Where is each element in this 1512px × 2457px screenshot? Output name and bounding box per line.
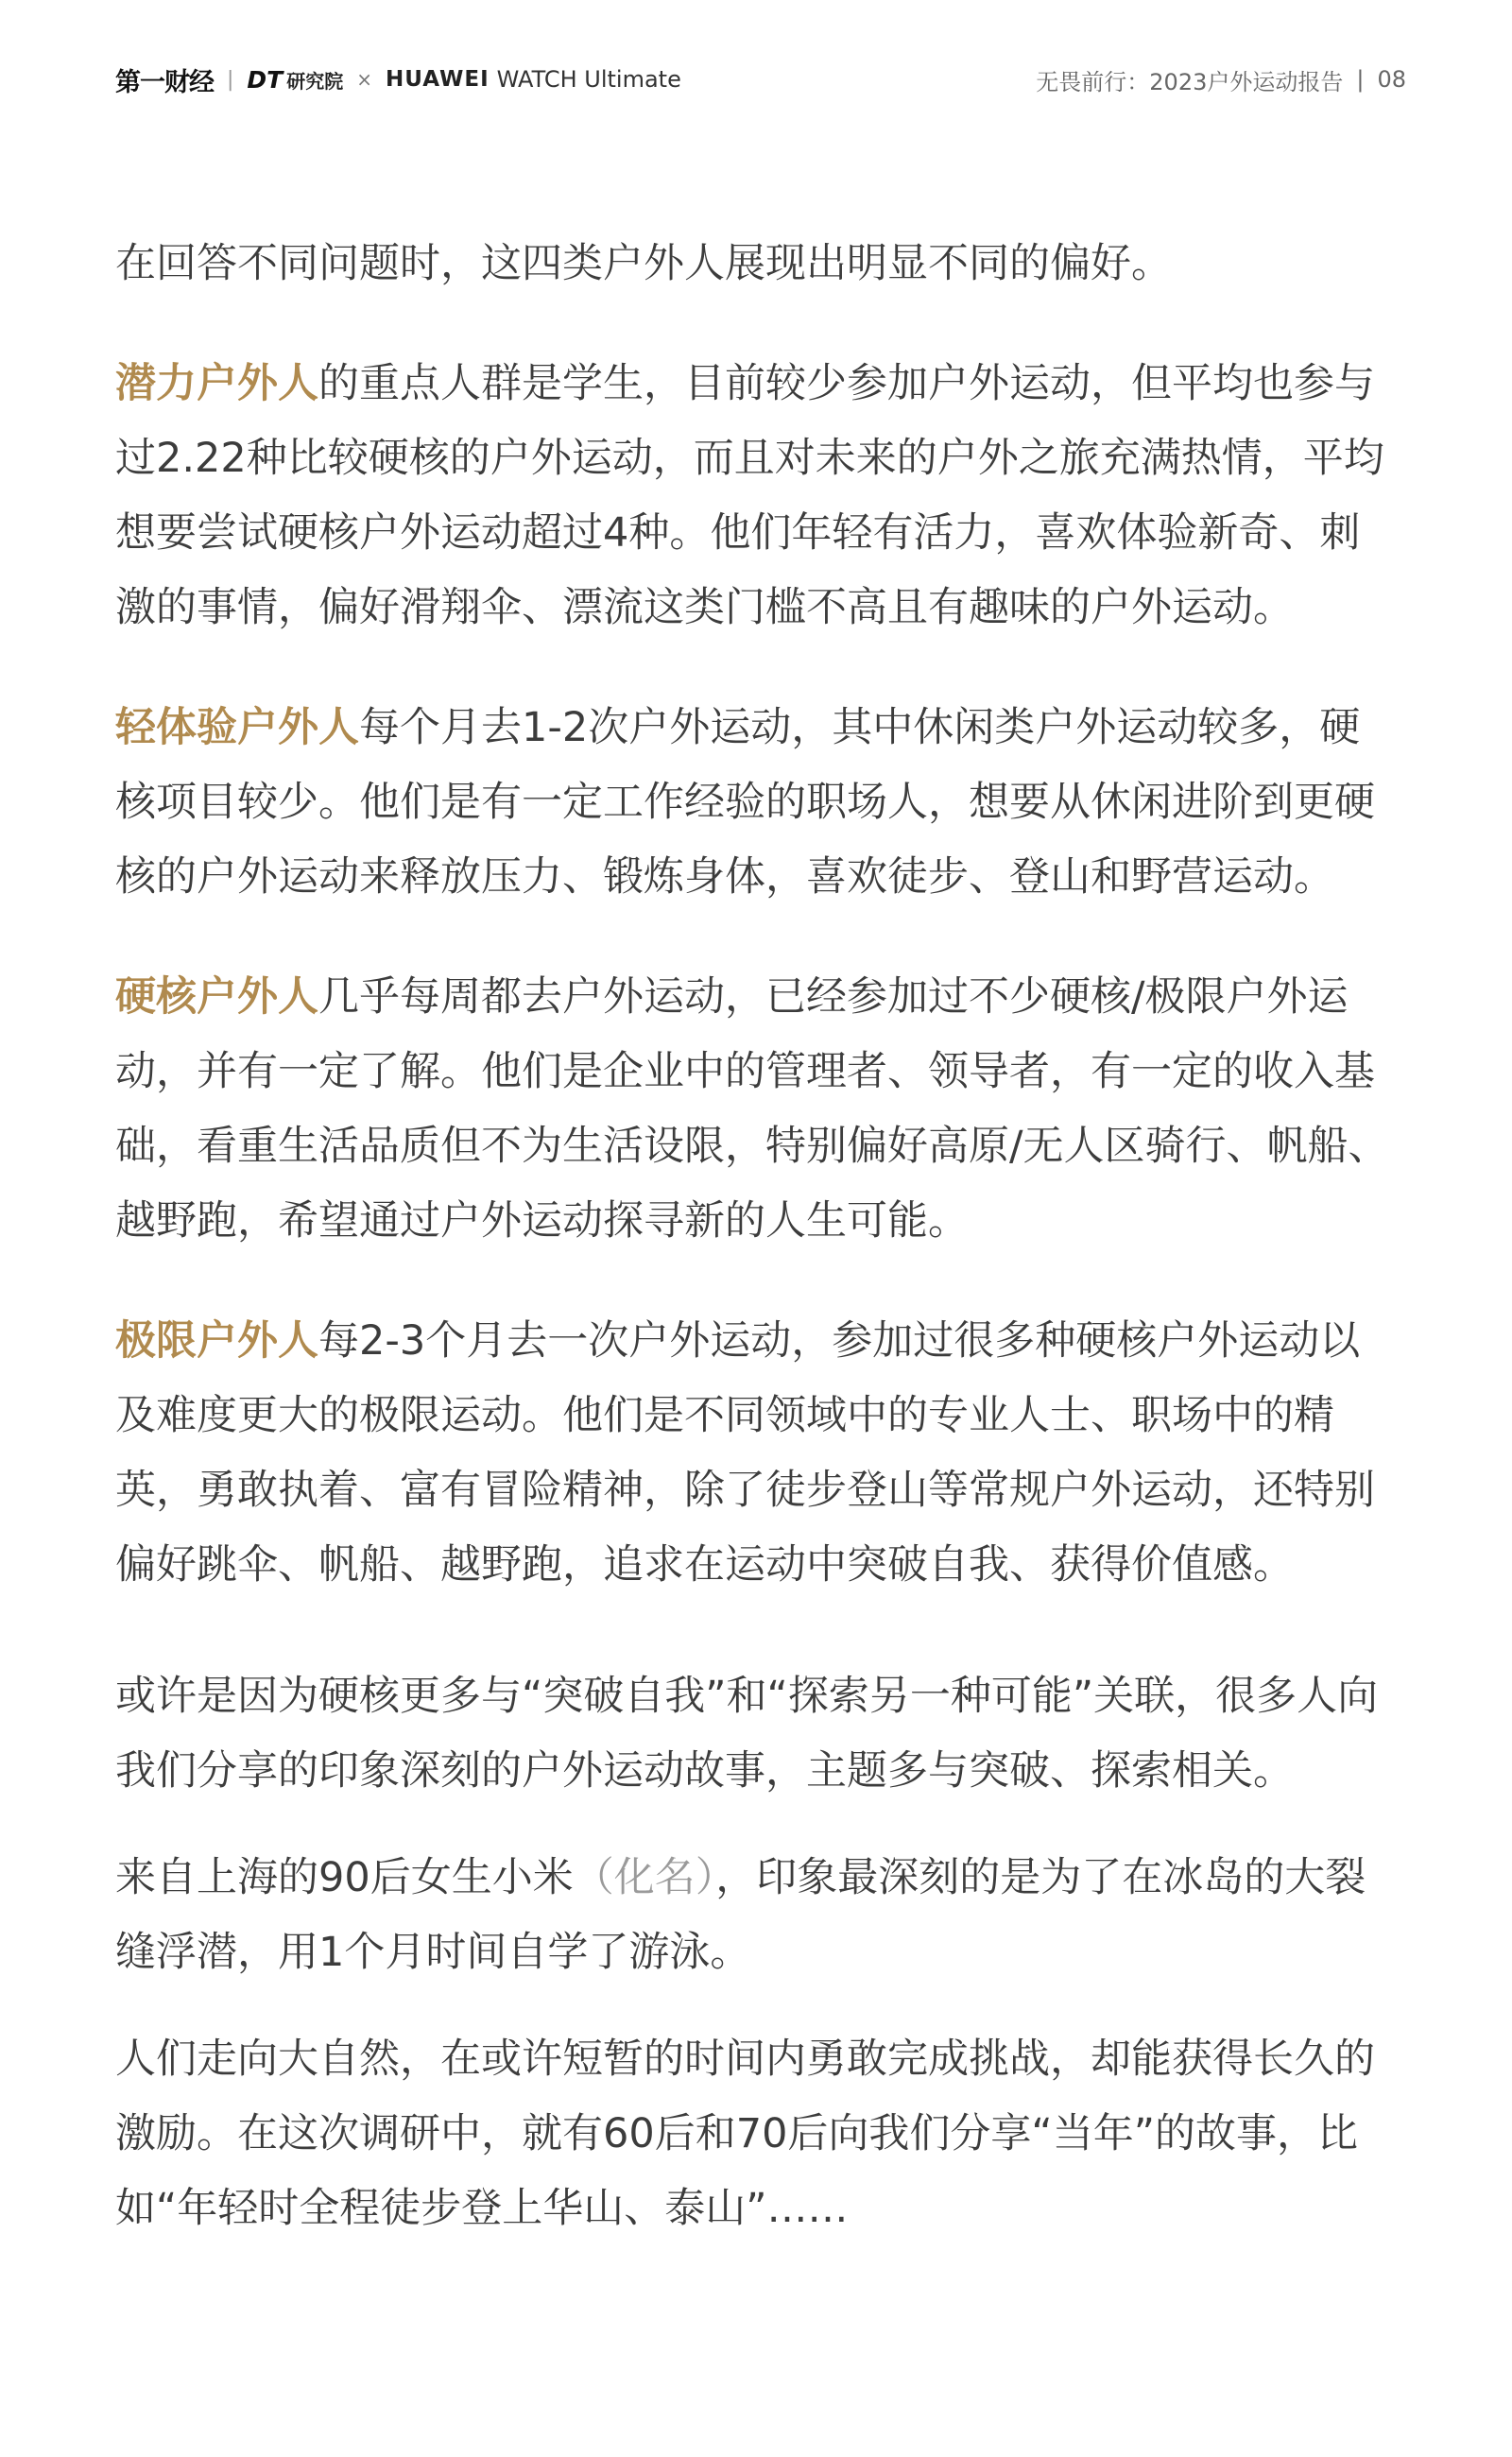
highlight-potential: 潜力户外人 bbox=[115, 360, 318, 407]
paragraph-xiaomi-after: ，印象最深刻的是为了在冰岛的大裂缝浮潜，用1个月时间自学了游泳。 bbox=[115, 1854, 1366, 1976]
yicai-logo: 第一财经 bbox=[115, 67, 214, 97]
header-report-info bbox=[1036, 63, 1406, 96]
paragraph-breakthrough: 或许是因为硬核更多与“突破自我”和“探索另一种可能”关联，很多人向我们分享的印象深刻的户外运动故事，主题多与突破、探索相关。 bbox=[115, 1673, 1379, 1795]
paragraph-extreme-text: 每2-3个月去一次户外运动，参加过很多种硬核户外运动以及难度更大的极限运动。他们是不同领域中的专业人士、职场中的精英，勇敢执着、富有冒险精神，除了徒步登山等常规户外运动，还特别偏好跳伞、帆船、越野跑，追求在运动中突破自我、获得价值感。 bbox=[115, 1317, 1375, 1589]
intro-paragraph: 在回答不同问题时，这四类户外人展现出明显不同的偏好。 bbox=[115, 240, 1172, 287]
dt-logo-subtitle: 研究院 bbox=[286, 69, 344, 93]
huawei-logo: HUAWEI bbox=[386, 67, 490, 92]
logo-divider: | bbox=[227, 67, 234, 92]
page-header bbox=[115, 59, 1406, 100]
article-body bbox=[115, 227, 1400, 2246]
paragraph-nature: 人们走向大自然，在或许短暂的时间内勇敢完成挑战，却能获得长久的激励。在这次调研中，就有60后和70后向我们分享“当年”的故事，比如“年轻时全程徒步登上华山、泰山”…… bbox=[115, 2036, 1375, 2232]
paragraph-xiaomi-before: 来自上海的90后女生小米 bbox=[115, 1854, 574, 1901]
paragraph-xiaomi bbox=[115, 1841, 1400, 1990]
collab-times-icon: × bbox=[356, 68, 372, 91]
highlight-extreme: 极限户外人 bbox=[115, 1317, 318, 1365]
paragraph-light-text: 每个月去1-2次户外运动，其中休闲类户外运动较多，硬核项目较少。他们是有一定工作经验的职场人，想要从休闲进阶到更硬核的户外运动来释放压力、锻炼身体，喜欢徒步、登山和野营运动。 bbox=[115, 704, 1375, 901]
pseudonym-note: （化名） bbox=[573, 1854, 716, 1901]
product-name: WATCH Ultimate bbox=[496, 66, 681, 93]
paragraph-extreme bbox=[115, 1304, 1400, 1603]
paragraph-hardcore bbox=[115, 960, 1400, 1259]
paragraph-light bbox=[115, 691, 1400, 915]
paragraph-potential bbox=[115, 347, 1400, 645]
paragraph-potential-text: 的重点人群是学生，目前较少参加户外运动，但平均也参与过2.22种比较硬核的户外运动，而且对未来的户外之旅充满热情，平均想要尝试硬核户外运动超过4种。他们年轻有活力，喜欢体验新奇、刺激的事情，偏好滑翔伞、漂流这类门槛不高且有趣味的户外运动。 bbox=[115, 360, 1384, 631]
highlight-hardcore: 硬核户外人 bbox=[115, 973, 318, 1021]
report-title: 无畏前行：2023户外运动报告 bbox=[1036, 68, 1344, 95]
highlight-light: 轻体验户外人 bbox=[115, 704, 359, 751]
page-number: 08 bbox=[1377, 66, 1406, 93]
paragraph-hardcore-text: 几乎每周都去户外运动，已经参加过不少硬核/极限户外运动，并有一定了解。他们是企业中的管理者、领导者，有一定的收入基础，看重生活品质但不为生活设限，特别偏好高原/无人区骑行、帆船、越野跑，希望通过户外运动探寻新的人生可能。 bbox=[115, 973, 1389, 1245]
page-divider: | bbox=[1356, 66, 1365, 93]
header-logos bbox=[115, 61, 681, 98]
dt-logo: DT bbox=[247, 65, 284, 94]
